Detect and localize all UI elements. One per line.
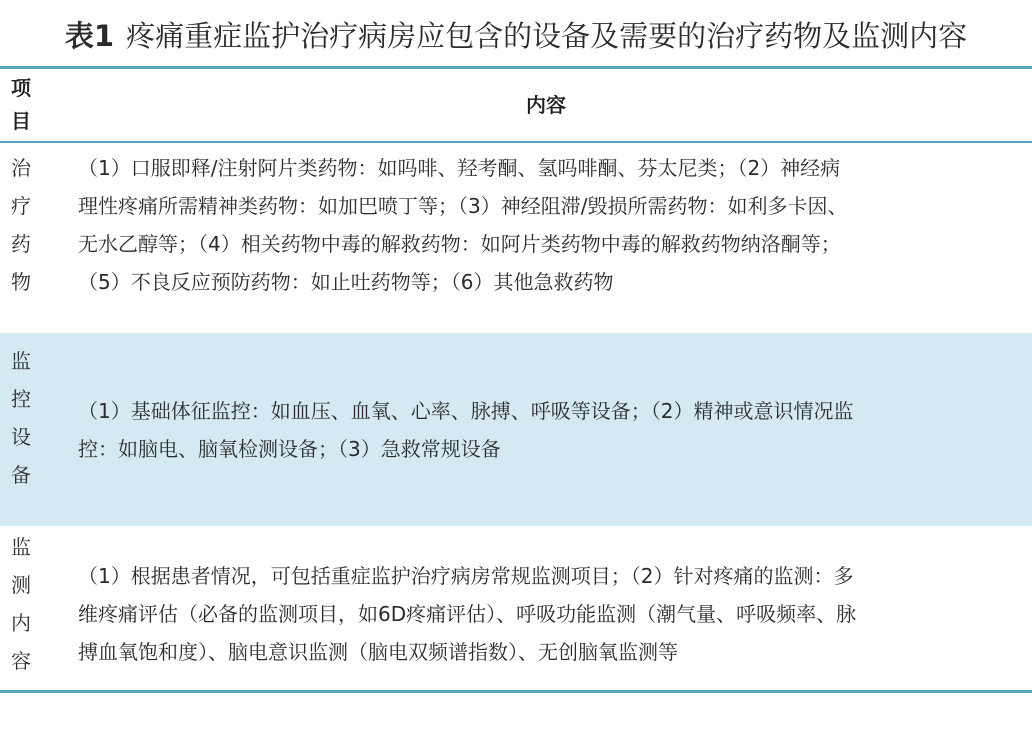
table-number: 表1 <box>64 19 115 53</box>
table-header-row <box>0 69 1032 141</box>
row-key-char: 监 <box>11 535 31 559</box>
content-line: （1）基础体征监控：如血压、血氧、心率、脉搏、呼吸等设备；（2）精神或意识情况监 <box>78 399 854 423</box>
row-key-char: 设 <box>11 425 31 449</box>
row-key-char: 物 <box>11 270 31 294</box>
content-line: 维疼痛评估（必备的监测项目，如6D疼痛评估）、呼吸功能监测（潮气量、呼吸频率、脉 <box>78 602 857 626</box>
row-key-char: 疗 <box>11 194 31 218</box>
row-key-char: 备 <box>11 463 31 487</box>
row-content-cell <box>78 392 1028 468</box>
row-key-cell <box>8 342 34 494</box>
header-item-char: 项 <box>11 76 31 100</box>
bottom-rule <box>0 690 1032 693</box>
row-key-char: 监 <box>11 349 31 373</box>
content-line: （1）口服即释/注射阿片类药物：如吗啡、羟考酮、氢吗啡酮、芬太尼类；（2）神经病 <box>78 156 841 180</box>
content-line: 控：如脑电、脑氧检测设备；（3）急救常规设备 <box>78 437 501 461</box>
table-row <box>0 143 1032 333</box>
header-item-char: 目 <box>11 109 31 133</box>
row-key-cell <box>8 528 34 680</box>
header-content-cell: 内容 <box>526 93 566 117</box>
row-key-char: 药 <box>11 232 31 256</box>
row-key-char: 测 <box>11 573 31 597</box>
row-key-cell <box>8 149 34 301</box>
table-caption: 疼痛重症监护治疗病房应包含的设备及需要的治疗药物及监测内容 <box>126 19 968 53</box>
row-key-char: 内 <box>11 611 31 635</box>
table-row <box>0 333 1032 526</box>
table-title <box>0 14 1032 58</box>
header-item-cell <box>8 72 34 138</box>
content-line: （5）不良反应预防药物：如止吐药物等；（6）其他急救药物 <box>78 270 614 294</box>
table-row <box>0 526 1032 690</box>
content-line: （1）根据患者情况，可包括重症监护治疗病房常规监测项目；（2）针对疼痛的监测：多 <box>78 564 854 588</box>
row-content-cell <box>78 149 1028 301</box>
row-content-cell <box>78 557 1028 671</box>
row-key-char: 治 <box>11 156 31 180</box>
content-line: 无水乙醇等；（4）相关药物中毒的解救药物：如阿片类药物中毒的解救药物纳洛酮等； <box>78 232 841 256</box>
row-key-char: 容 <box>11 649 31 673</box>
content-line: 搏血氧饱和度）、脑电意识监测（脑电双频谱指数）、无创脑氧监测等 <box>78 640 678 664</box>
row-key-char: 控 <box>11 387 31 411</box>
content-line: 理性疼痛所需精神类药物：如加巴喷丁等；（3）神经阻滞/毁损所需药物：如利多卡因、 <box>78 194 848 218</box>
